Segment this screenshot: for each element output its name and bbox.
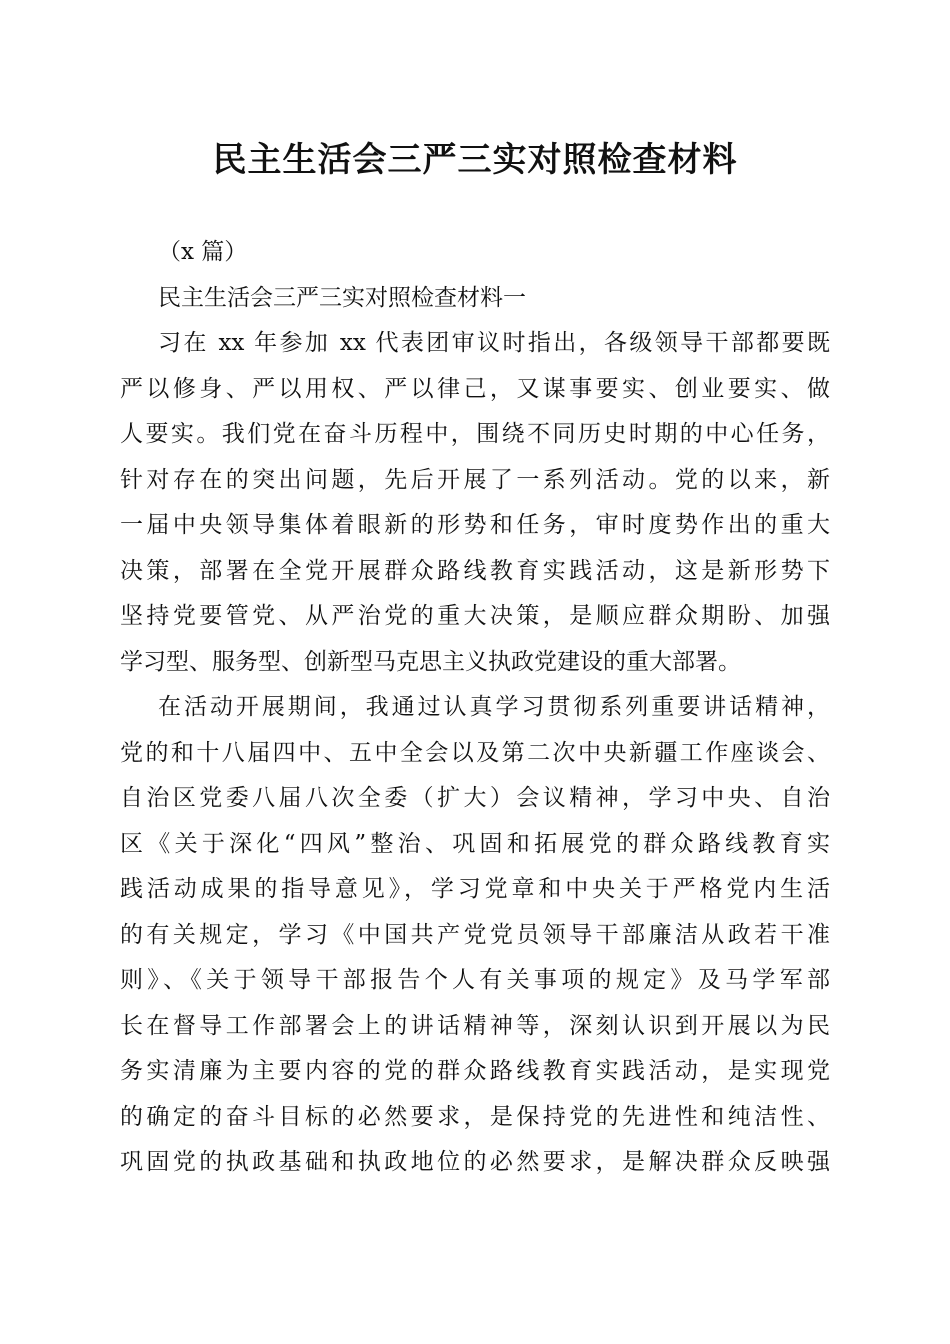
text-line: 自治区党委八届八次全委（扩大）会议精神，学习中央、自治 — [120, 785, 830, 811]
document-body — [120, 230, 830, 1186]
text-line: 坚持党要管党、从严治党的重大决策，是顺应群众期盼、加强 — [120, 603, 830, 629]
text-line: 巩固党的执政基础和执政地位的必然要求，是解决群众反映强 — [120, 1149, 830, 1175]
text-line: 一届中央领导集体着眼新的形势和任务，审时度势作出的重大 — [120, 512, 830, 538]
text-line: 区《关于深化“四风”整治、巩固和拓展党的群众路线教育实 — [120, 830, 830, 857]
text-line: 务实清廉为主要内容的党的群众路线教育实践活动，是实现党 — [120, 1058, 830, 1084]
text-line: 习在 xx 年参加 xx 代表团审议时指出，各级领导干部都要既 — [158, 330, 830, 356]
section-heading: 民主生活会三严三实对照检查材料一 — [158, 284, 526, 311]
text-line: 学习型、服务型、创新型马克思主义执政党建设的重大部署。 — [120, 648, 741, 675]
text-line: 的有关规定，学习《中国共产党党员领导干部廉洁从政若干准 — [120, 921, 830, 948]
text-line: 党的和十八届四中、五中全会以及第二次中央新疆工作座谈会、 — [120, 739, 830, 766]
text-line: 长在督导工作部署会上的讲话精神等，深刻认识到开展以为民 — [120, 1012, 830, 1039]
text-line: 针对存在的突出问题，先后开展了一系列活动。党的以来，新 — [120, 466, 830, 493]
text-line: 人要实。我们党在奋斗历程中，围绕不同历史时期的中心任务， — [120, 421, 830, 447]
text-line: 的确定的奋斗目标的必然要求，是保持党的先进性和纯洁性、 — [120, 1103, 830, 1130]
paragraph-1 — [120, 321, 830, 685]
text-line: 严以修身、严以用权、严以律己，又谋事要实、创业要实、做 — [120, 375, 830, 402]
paragraph-2 — [120, 685, 830, 1186]
text-line: 决策，部署在全党开展群众路线教育实践活动，这是新形势下 — [120, 557, 830, 584]
text-line: 践活动成果的指导意见》，学习党章和中央关于严格党内生活 — [120, 876, 830, 902]
text-line: 在活动开展期间，我通过认真学习贯彻系列重要讲话精神， — [158, 694, 830, 720]
text-line: 则》、《关于领导干部报告个人有关事项的规定》及马学军部 — [120, 967, 830, 993]
subtitle: （x 篇） — [158, 239, 248, 265]
document-title: 民主生活会三严三实对照检查材料 — [212, 140, 738, 180]
